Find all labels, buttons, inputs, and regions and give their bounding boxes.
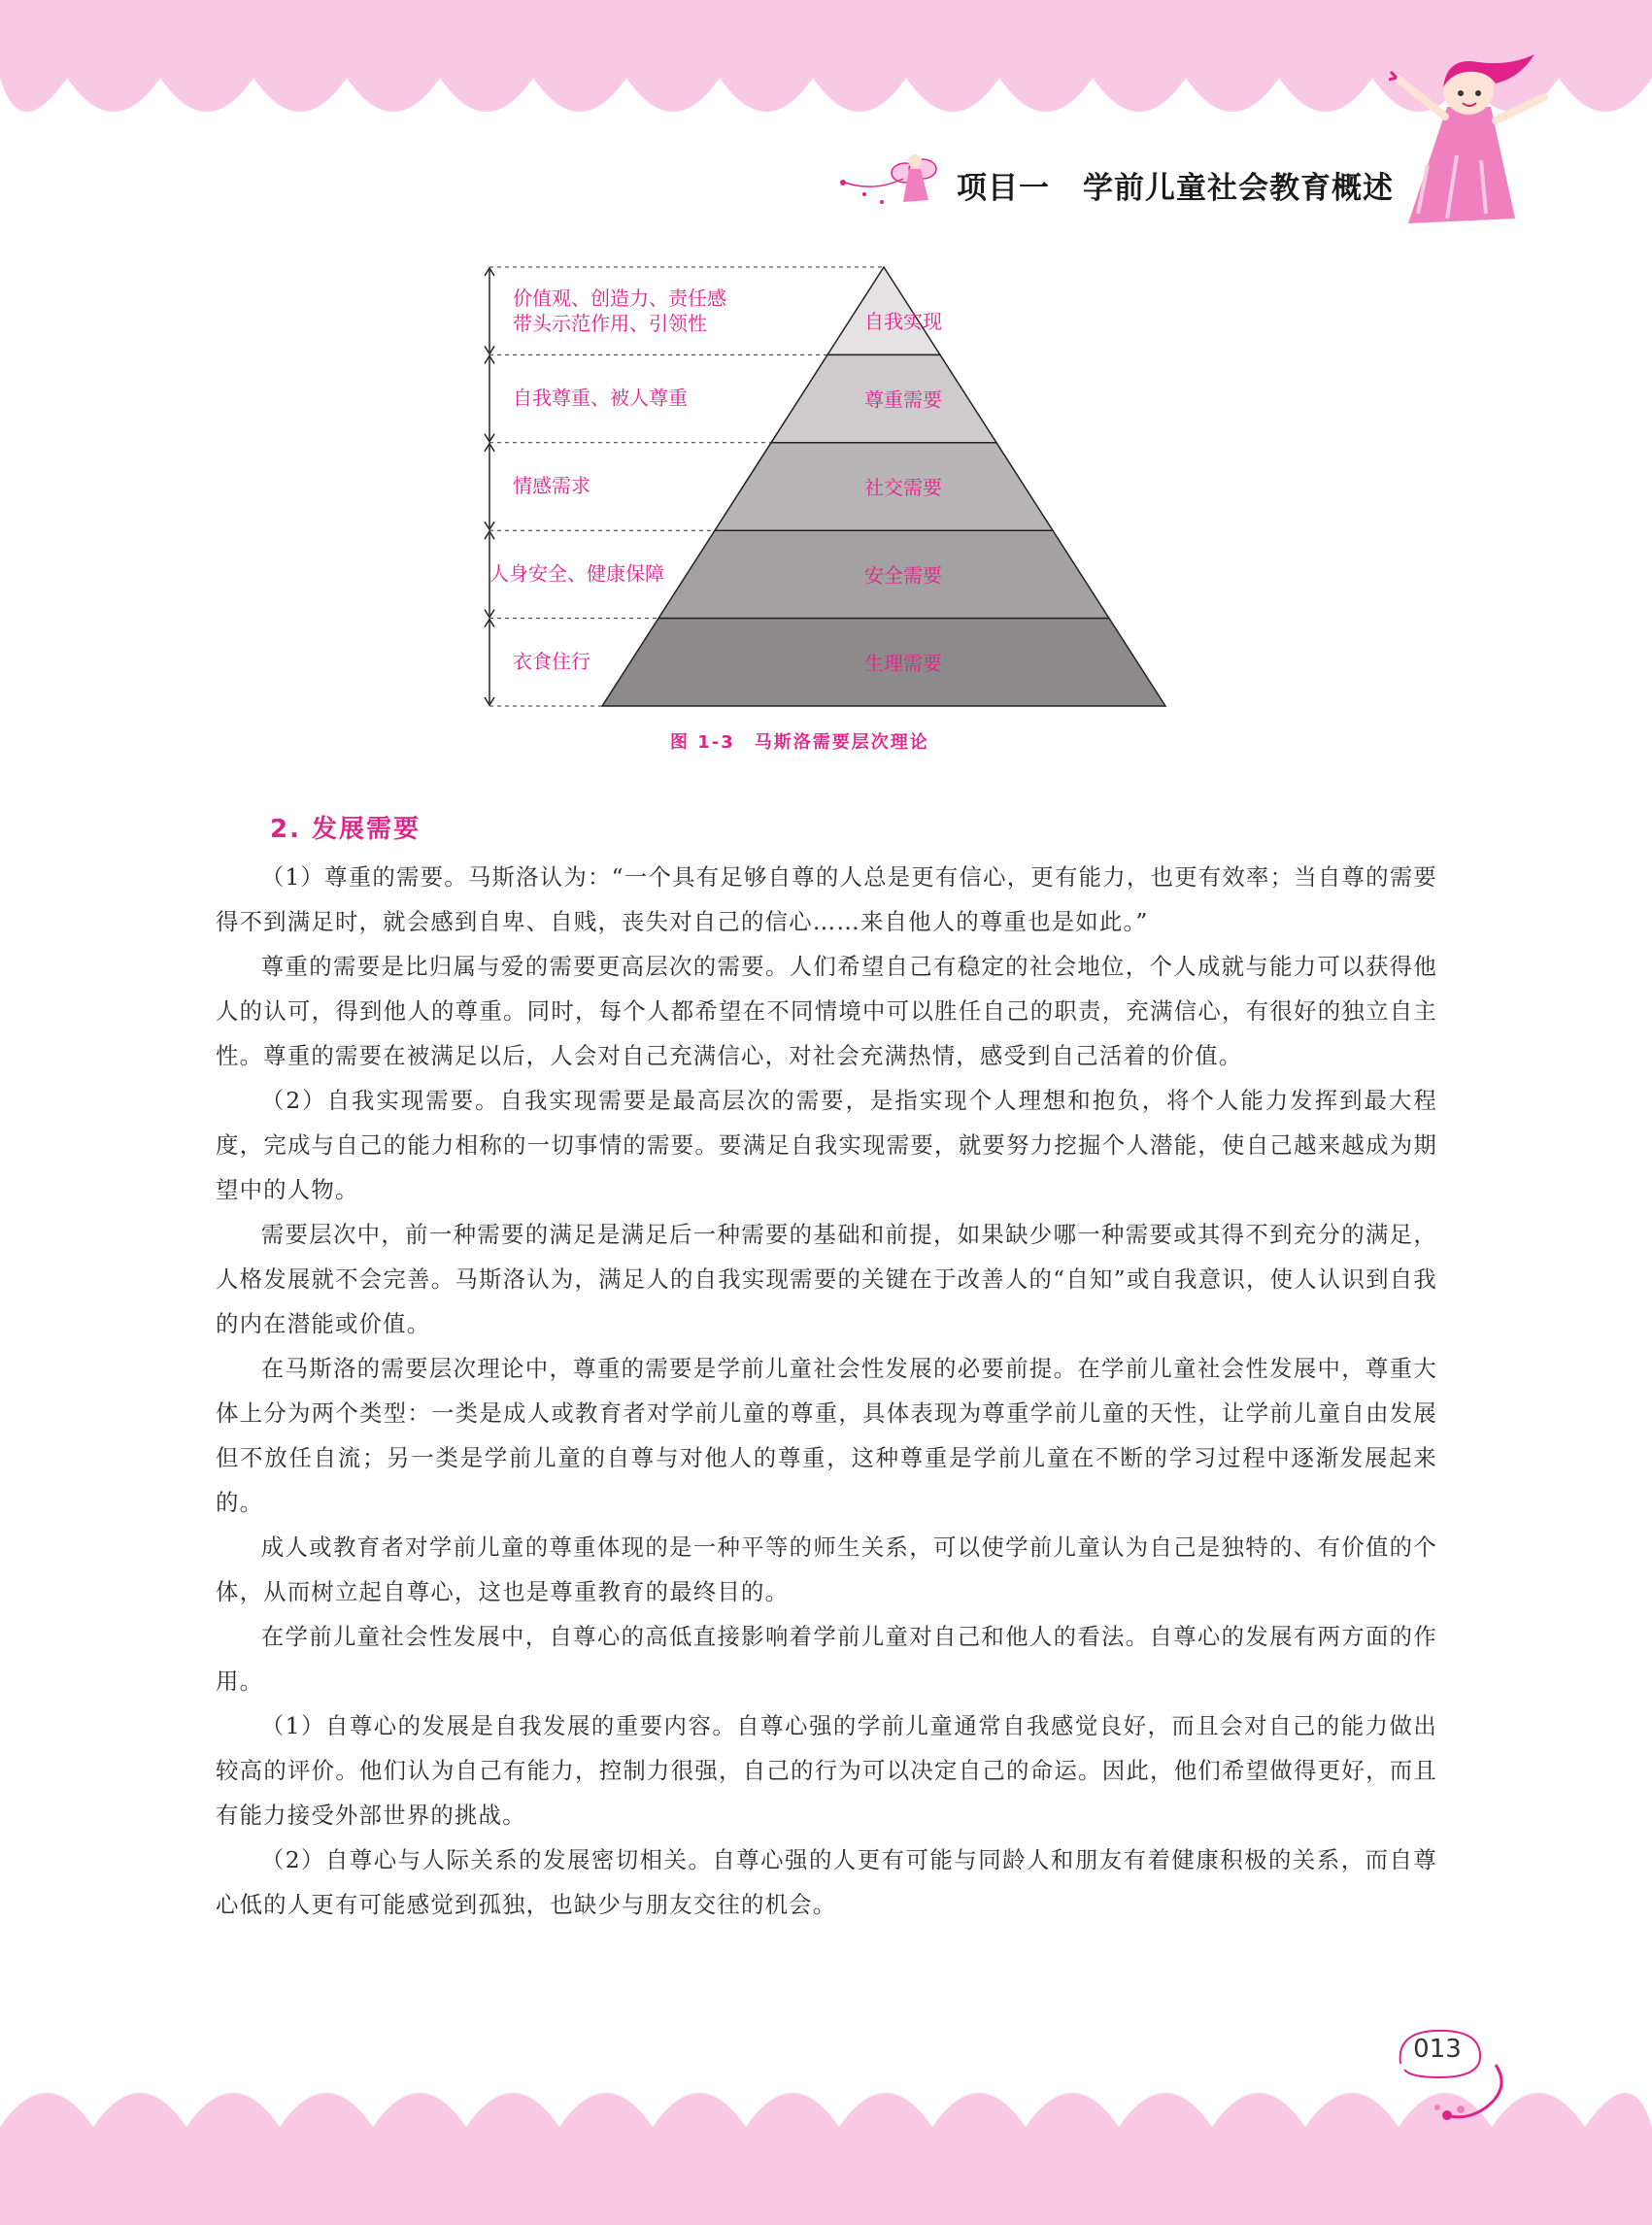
- paragraph: 尊重的需要是比归属与爱的需要更高层次的需要。人们希望自己有稳定的社会地位，个人成就与能力可以获得他人的认可，得到他人的尊重。同时，每个人都希望在不同情境中可以胜任自己的职责，充满信心，有很好的独立自主性。尊重的需要在被满足以后，人会对自己充满信心，对社会充满热情，感受到自己活着的价值。: [216, 953, 1437, 1069]
- pyramid-level-description: 自我尊重、被人尊重: [513, 386, 688, 410]
- header-project-label: 项目一: [957, 171, 1050, 206]
- pyramid-level-description: 衣食住行: [513, 649, 590, 673]
- pyramid-level-label: 自我实现: [864, 310, 942, 334]
- pyramid-level-description: 人身安全、健康保障: [489, 561, 664, 586]
- paragraph: （1）尊重的需要。马斯洛认为：“一个具有足够自尊的人总是更有信心，更有能力，也更有效率；当自尊的需要得不到满足时，就会感到自卑、自贱，丧失对自己的信心……来自他人的尊重也是如此。”: [216, 863, 1437, 935]
- pyramid-level-description: 带头示范作用、引领性: [513, 312, 707, 336]
- body-text: [216, 855, 1437, 1927]
- paragraph: 在学前儿童社会性发展中，自尊心的高低直接影响着学前儿童对自己和他人的看法。自尊心的发展有两方面的作用。: [216, 1623, 1437, 1695]
- pyramid-level-description: 情感需求: [513, 474, 590, 497]
- pyramid-level-label: 生理需要: [864, 651, 942, 675]
- flower-swirl-icon: [1428, 2059, 1515, 2127]
- paragraph: （2）自尊心与人际关系的发展密切相关。自尊心强的人更有可能与同龄人和朋友有着健康积极的关系，而自尊心低的人更有可能感觉到孤独，也缺少与朋友交往的机会。: [216, 1846, 1437, 1918]
- paragraph: 成人或教育者对学前儿童的尊重体现的是一种平等的师生关系，可以使学前儿童认为自己是独特的、有价值的个体，从而树立起自尊心，这也是尊重教育的最终目的。: [216, 1534, 1437, 1605]
- paragraph: （1）自尊心的发展是自我发展的重要内容。自尊心强的学前儿童通常自我感觉良好，而且会对自己的能力做出较高的评价。他们认为自己有能力，控制力很强，自己的行为可以决定自己的命运。因此，他们希望做得更好，而且有能力接受外部世界的挑战。: [216, 1712, 1437, 1829]
- header-chapter-title: 学前儿童社会教育概述: [1083, 171, 1394, 206]
- figure-caption: 图 1-3 马斯洛需要层次理论: [670, 732, 929, 753]
- section-heading: 2. 发展需要: [270, 815, 421, 844]
- pyramid-level-description: 价值观、创造力、责任感: [513, 287, 726, 311]
- small-fairy-icon: [835, 144, 952, 219]
- maslow-pyramid-figure: [476, 257, 1175, 714]
- page-number: 013: [1413, 2035, 1462, 2064]
- chapter-header: [957, 163, 1423, 212]
- paragraph: 在马斯洛的需要层次理论中，尊重的需要是学前儿童社会性发展的必要前提。在学前儿童社会性发展中，尊重大体上分为两个类型：一类是成人或教育者对学前儿童的尊重，具体表现为尊重学前儿童的天性，让学前儿童自由发展但不放任自流；另一类是学前儿童的自尊与对他人的尊重，这种尊重是学前儿童在不断的学习过程中逐渐发展起来的。: [216, 1355, 1437, 1516]
- pyramid-level-label: 安全需要: [864, 563, 942, 588]
- pyramid-level-label: 社交需要: [864, 476, 942, 499]
- paragraph: 需要层次中，前一种需要的满足是满足后一种需要的基础和前提，如果缺少哪一种需要或其得不到充分的满足，人格发展就不会完善。马斯洛认为，满足人的自我实现需要的关键在于改善人的“自知”或自我意识，使人认识到自我的内在潜能或价值。: [216, 1221, 1437, 1337]
- pyramid-level-label: 尊重需要: [864, 388, 942, 412]
- paragraph: （2）自我实现需要。自我实现需要是最高层次的需要，是指实现个人理想和抱负，将个人能力发挥到最大程度，完成与自己的能力相称的一切事情的需要。要满足自我实现需要，就要努力挖掘个人潜能，使自己越来越成为期望中的人物。: [216, 1087, 1437, 1203]
